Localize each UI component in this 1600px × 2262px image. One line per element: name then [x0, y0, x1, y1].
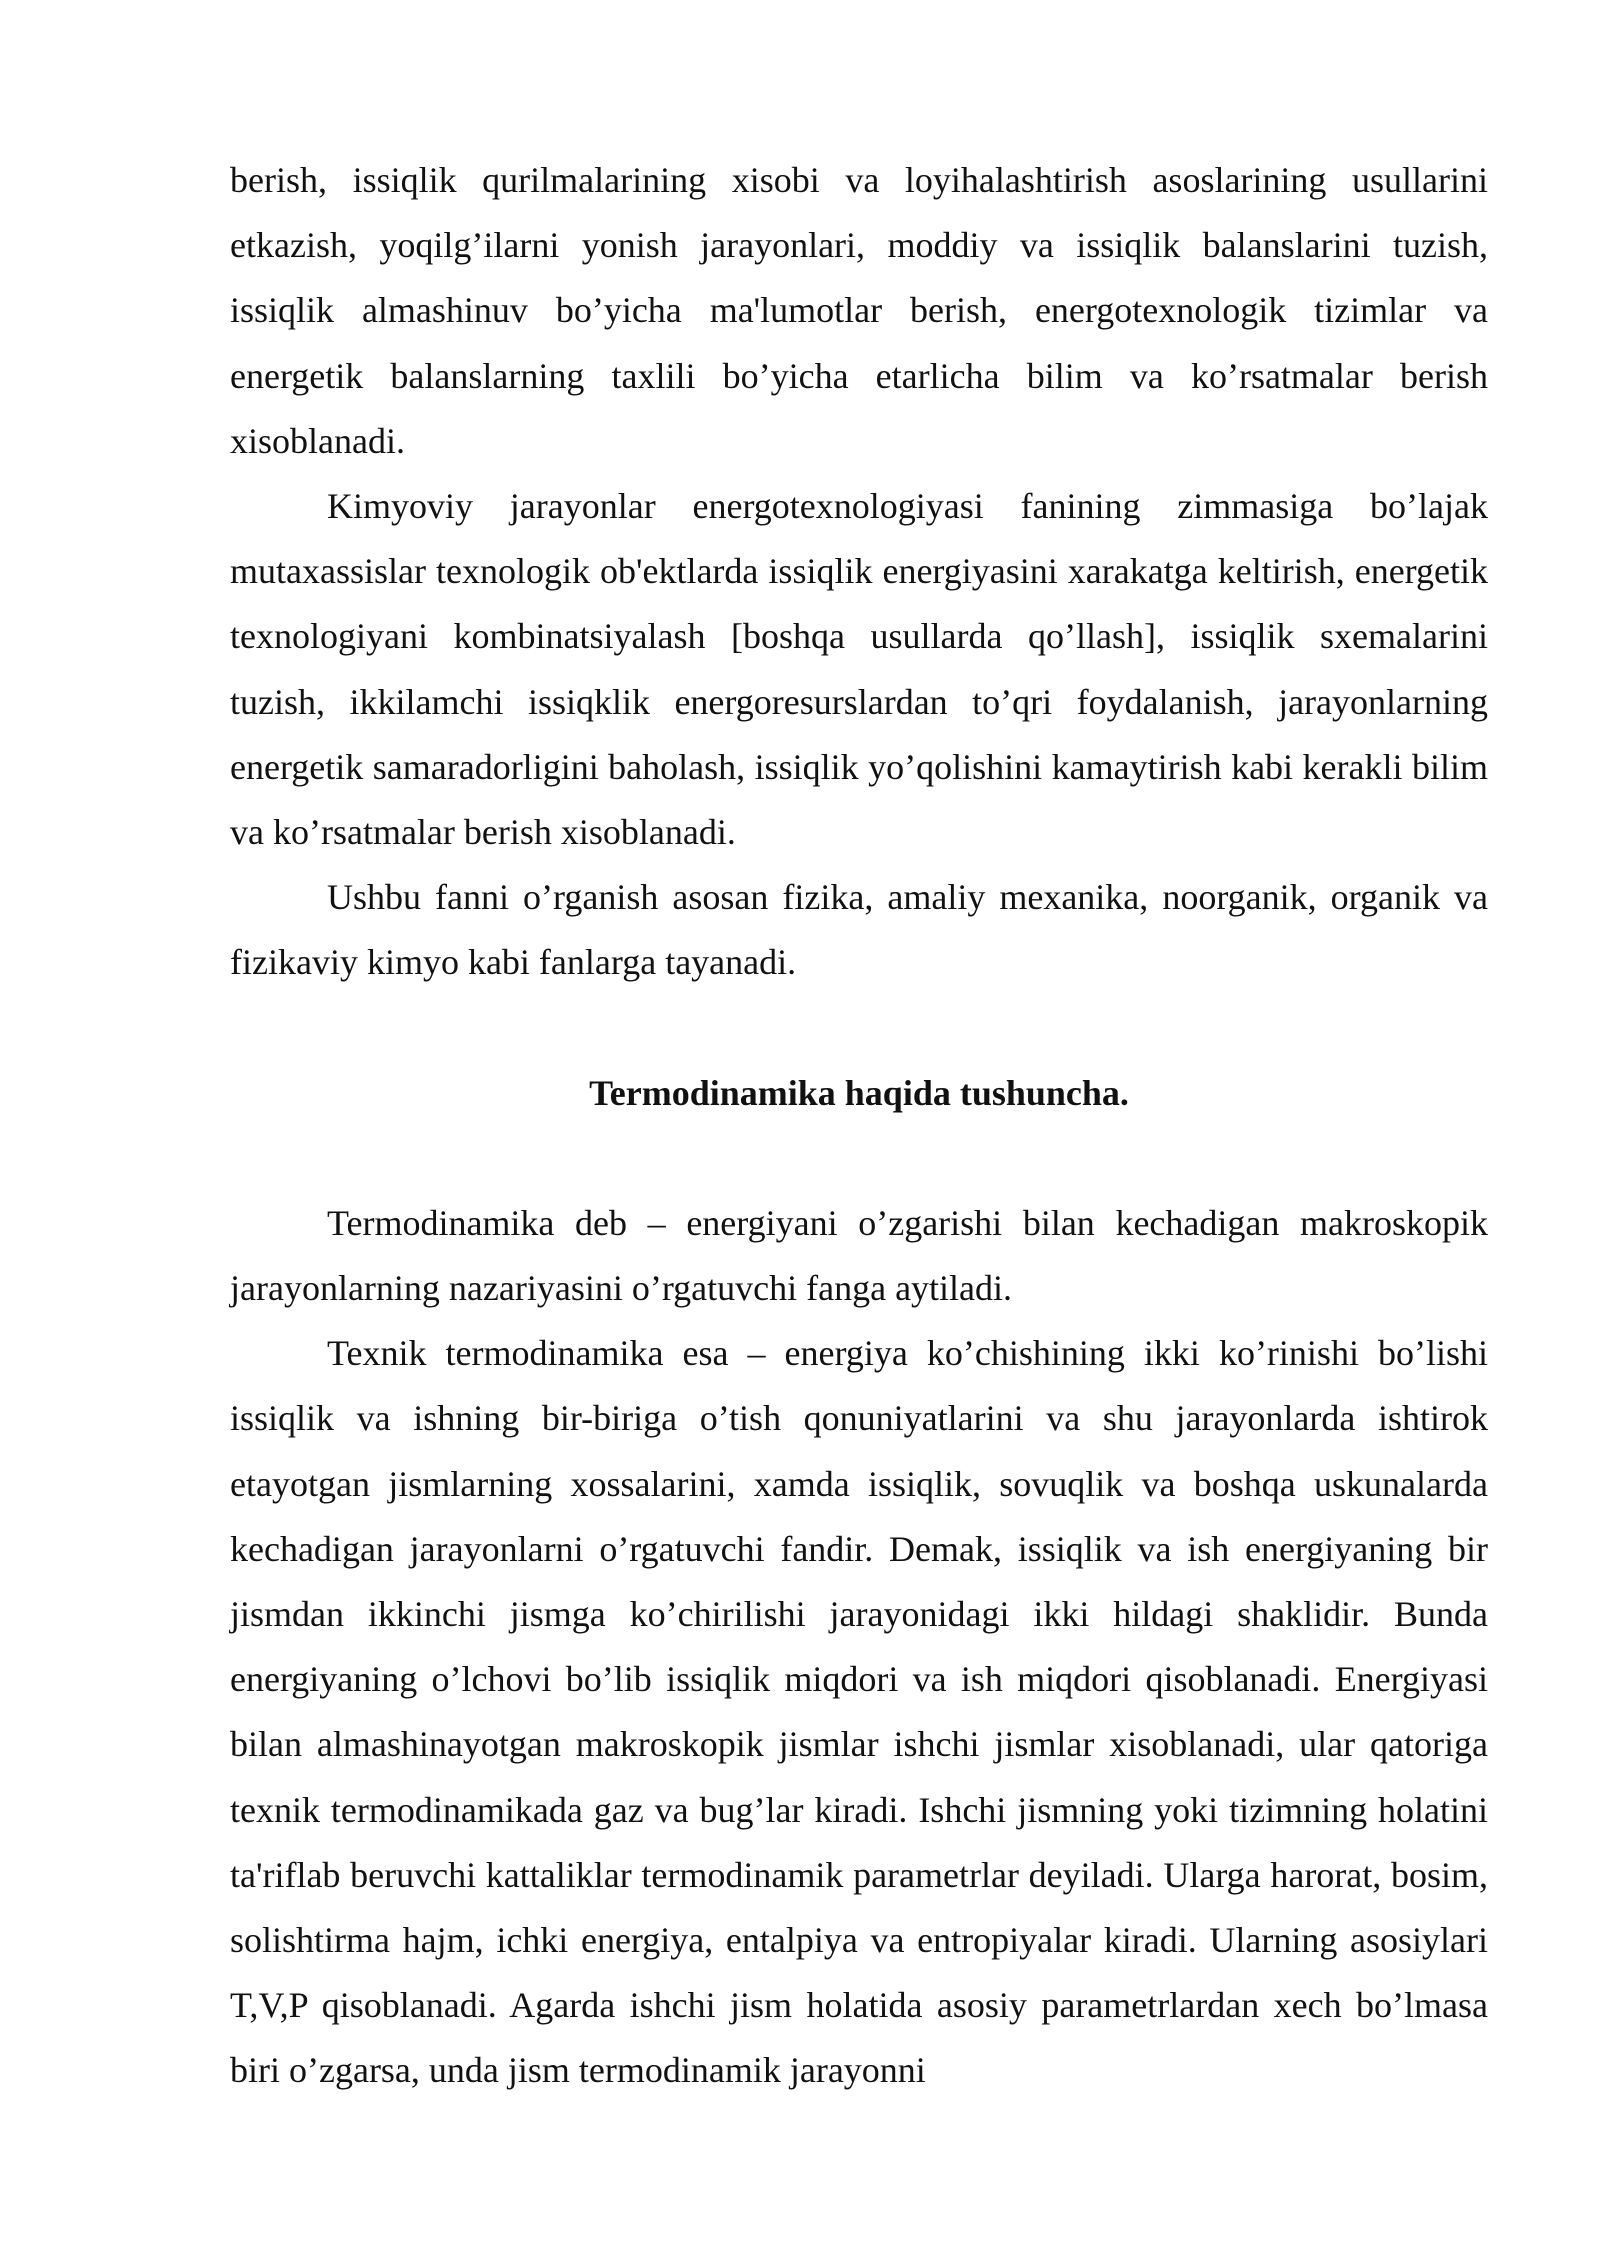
- paragraph-course-objectives: Kimyoviy jarayonlar energotexnologiyasi fanining zimmasiga bo’lajak mutaxassislar texnologik ob'ektlarda issiqlik energiyasini xarakatga keltirish, energetik texnologiyani kombinatsiyalash [boshqa usullarda qo’llash], issiqlik sxemalarini tuzish, ikkilamchi issiqklik energoresurslardan to’qri foydalanish, jarayonlarning energetik samaradorligini baholash, issiqlik yo’qolishini kamaytirish kabi kerakli bilim va ko’rsatmalar berish xisoblanadi.: [230, 486, 1488, 853]
- paragraph-thermodynamics-definition: Termodinamika deb – energiyani o’zgarishi bilan kechadigan makroskopik jarayonlarning nazariyasini o’rgatuvchi fanga aytiladi.: [230, 1202, 1488, 1309]
- paragraph-intro-continuation: berish, issiqlik qurilmalarining xisobi va loyihalashtirish asoslarining usullarini etkazish, yoqilg’ilarni yonish jarayonlari, moddiy va issiqlik balanslarini tuzish, issiqlik almashinuv bo’yicha ma'lumotlar berish, energotexnologik tizimlar va energetik balanslarning taxlili bo’yicha etarlicha bilim va ko’rsatmalar berish xisoblanadi.: [230, 160, 1488, 461]
- paragraph-prerequisites: Ushbu fanni o’rganish asosan fizika, amaliy mexanika, noorganik, organik va fizikaviy kimyo kabi fanlarga tayanadi.: [230, 877, 1488, 983]
- paragraph-technical-thermodynamics: Texnik termodinamika esa – energiya ko’chishining ikki ko’rinishi bo’lishi issiqlik va ishning bir-biriga o’tish qonuniyatlarini va shu jarayonlarda ishtirok etayotgan jismlarning xossalarini, xamda issiqlik, sovuqlik va boshqa uskunalarda kechadigan jarayonlarni o’rgatuvchi fandir. Demak, issiqlik va ish energiyaning bir jismdan ikkinchi jismga ko’chirilishi jarayonidagi ikki hildagi shaklidir. Bunda energiyaning o’lchovi bo’lib issiqlik miqdori va ish miqdori qisoblanadi. Energiyasi bilan almashinayotgan makroskopik jismlar ishchi jismlar xisoblanadi, ular qatoriga texnik termodinamikada gaz va bug’lar kiradi. Ishchi jismning yoki tizimning holatini ta'riflab beruvchi kattaliklar termodinamik parametrlar deyiladi. Ularga harorat, bosim, solishtirma hajm, ichki energiya, entalpiya va entropiyalar kiradi. Ularning asosiylari T,V,P qisoblanadi. Agarda ishchi jism holatida asosiy parametrlardan xech bo’lmasa biri o’zgarsa, unda jism termodinamik jarayonni: [230, 1333, 1488, 2091]
- section-heading: Termodinamika haqida tushuncha.: [589, 1072, 1129, 1113]
- page-body: [230, 148, 1488, 2104]
